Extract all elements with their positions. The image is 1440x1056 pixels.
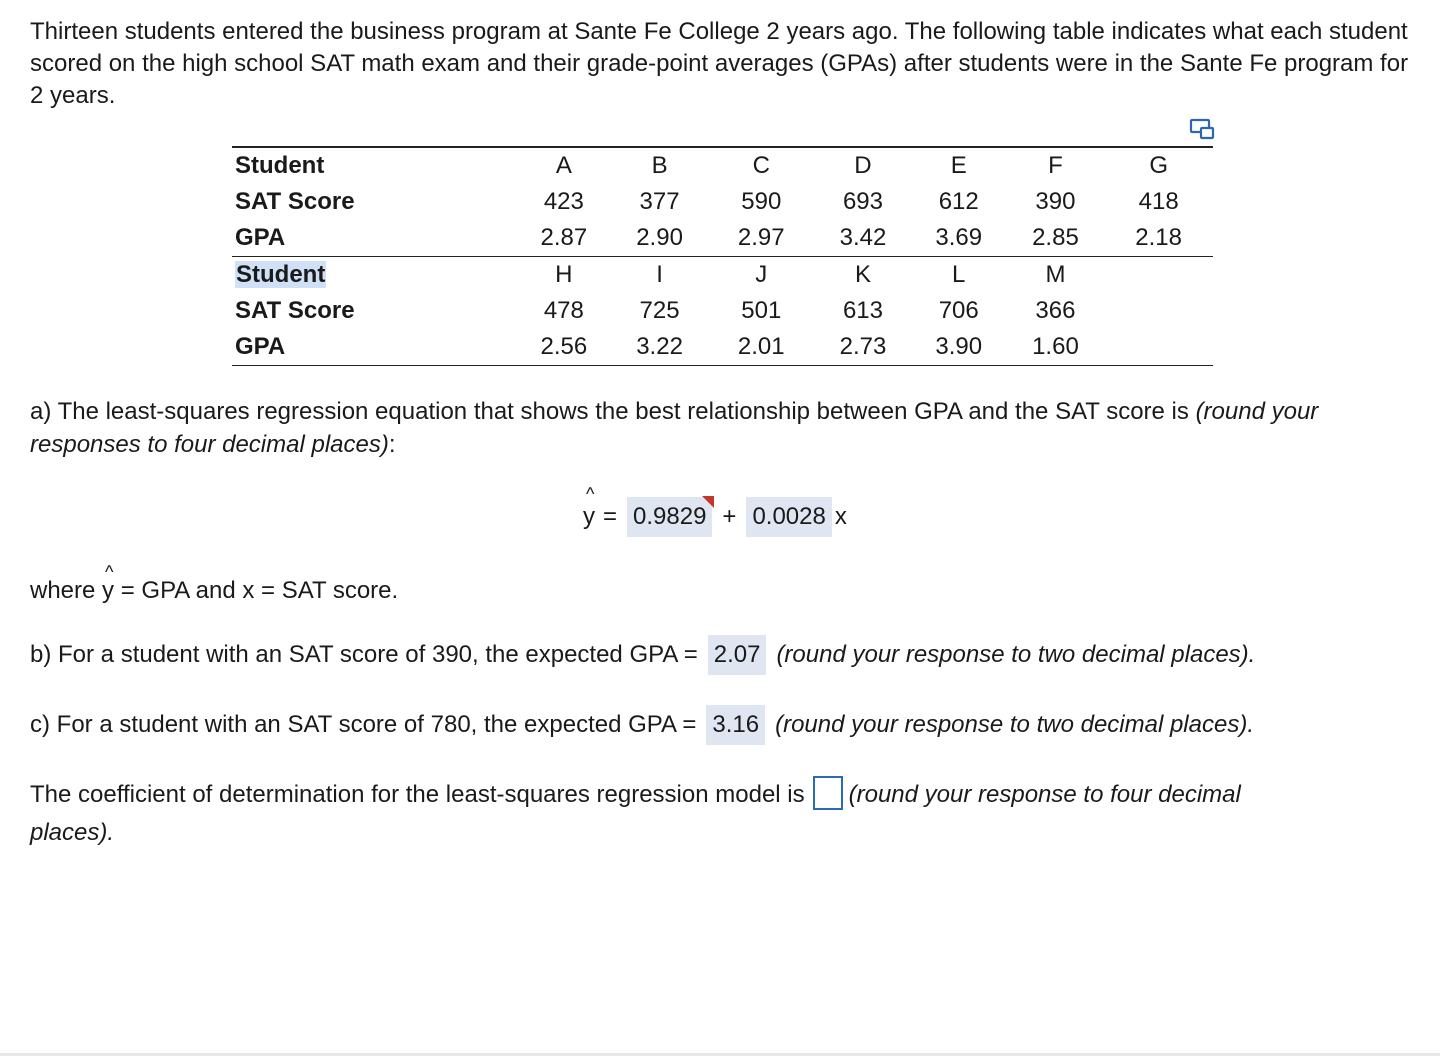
student-cell: G [1104, 147, 1213, 184]
sat-cell: 390 [1035, 188, 1076, 215]
sat-cell: 423 [543, 188, 584, 215]
gpa-cell: 2.97 [737, 224, 785, 251]
selected-text: Student [236, 261, 326, 288]
copy-data-icon[interactable] [1189, 118, 1215, 140]
gpa-cell: 3.69 [935, 224, 983, 251]
row-label-sat: SAT Score [235, 188, 355, 215]
variable-definition: where ^ y = GPA and x = SAT score. [30, 574, 398, 608]
sat-cell: 366 [1035, 297, 1076, 324]
part-a-prompt: a) The least-squares regression equation that shows the best relationship between GPA and the SAT score is (round your responses to four decimal places): [30, 398, 1319, 458]
part-b-answer[interactable]: 2.07 [708, 635, 767, 675]
slope-answer[interactable]: 0.0028 [746, 497, 831, 537]
sat-cell: 706 [938, 297, 979, 324]
student-cell: I [612, 257, 708, 294]
gpa-cell: 2.18 [1135, 224, 1182, 251]
student-cell: E [911, 147, 1007, 184]
sat-cell: 478 [543, 297, 584, 324]
student-cell: J [707, 257, 815, 294]
student-cell: B [612, 147, 708, 184]
table-row [232, 329, 1213, 366]
gpa-cell: 2.56 [516, 329, 612, 366]
row-label-gpa: GPA [235, 224, 286, 251]
row-label-student: Student [232, 147, 516, 184]
student-cell: L [911, 257, 1007, 294]
sat-cell: 725 [639, 297, 680, 324]
row-label-student-selected [232, 257, 516, 294]
student-cell: F [1007, 147, 1105, 184]
empty-cell [1104, 257, 1213, 294]
gpa-cell: 2.01 [707, 329, 815, 366]
table-row [232, 257, 1213, 294]
part-d-prompt: The coefficient of determination for the least-squares regression model is (round your response to four decimal places). [30, 776, 1330, 852]
student-cell: D [815, 147, 911, 184]
table-row [232, 220, 1213, 257]
student-cell: A [516, 147, 612, 184]
gpa-cell: 3.22 [612, 329, 708, 366]
sat-gpa-table [232, 146, 1213, 366]
student-cell: K [815, 257, 911, 294]
row-label-gpa: GPA [232, 329, 516, 366]
empty-cell [1104, 329, 1213, 366]
sat-cell: 612 [938, 188, 979, 215]
part-c-answer[interactable]: 3.16 [706, 705, 765, 745]
student-cell: C [707, 147, 815, 184]
part-b-prompt: b) For a student with an SAT score of 390, the expected GPA = 2.07 (round your response to two decimal places). [30, 635, 1255, 675]
gpa-cell: 3.42 [839, 224, 887, 251]
table-row [232, 293, 1213, 329]
part-c-prompt: c) For a student with an SAT score of 780, the expected GPA = 3.16 (round your response to two decimal places). [30, 705, 1254, 745]
sat-cell: 613 [842, 297, 883, 324]
sat-cell: 377 [639, 188, 680, 215]
sat-cell: 693 [842, 188, 883, 215]
gpa-cell: 2.90 [636, 224, 683, 251]
table-row [232, 147, 1213, 184]
y-hat-symbol: ^ y [102, 562, 115, 604]
regression-equation: ^ y = 0.9829 + 0.0028 x [583, 497, 847, 537]
row-label-sat: SAT Score [235, 297, 355, 324]
gpa-cell: 3.90 [911, 329, 1007, 366]
empty-cell [1104, 293, 1213, 329]
gpa-cell: 2.87 [540, 224, 588, 251]
intercept-answer[interactable]: 0.9829 [627, 497, 712, 537]
student-cell: H [516, 257, 612, 294]
problem-intro: Thirteen students entered the business program at Sante Fe College 2 years ago. The following table indicates what each student scored on the high school SAT math exam and their grade-point averages (GPAs) after students were in the Sante Fe program for 2 years. [30, 18, 1409, 109]
sat-cell: 590 [741, 188, 782, 215]
gpa-cell: 2.85 [1032, 224, 1079, 251]
sat-cell: 501 [741, 297, 782, 324]
feedback-flag-icon [702, 496, 714, 508]
coefficient-answer-input[interactable] [813, 776, 843, 810]
y-hat-symbol: ^ y [583, 484, 595, 530]
gpa-cell: 2.73 [815, 329, 911, 366]
gpa-cell: 1.60 [1007, 329, 1105, 366]
table-row [232, 184, 1213, 220]
student-cell: M [1007, 257, 1105, 294]
sat-cell: 418 [1138, 188, 1179, 215]
